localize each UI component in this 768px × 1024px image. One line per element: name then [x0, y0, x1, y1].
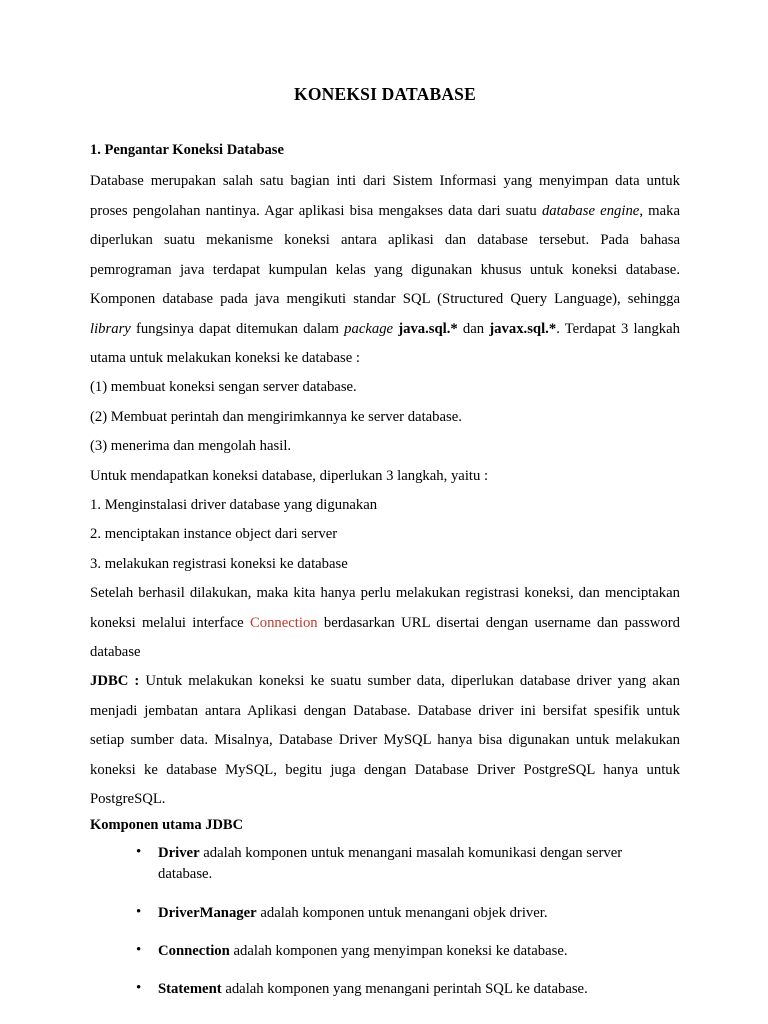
- intro-bold-java-sql: java.sql.*: [398, 320, 458, 337]
- step-numbered-2: 2. menciptakan instance object dari server: [90, 526, 338, 543]
- jdbc-body-text: Untuk melakukan koneksi ke suatu sumber data, diperlukan database driver yang akan menjadi jembatan antara Aplikasi dengan Database. Database driver ini bersifat spesifik untuk setiap sumber data. Misalnya, Database Driver MySQL hanya bisa digunakan untuk melakukan koneksi ke database MySQL, begitu juga dengan Database Driver PostgreSQL hanya untuk PostgreSQL.: [90, 673, 680, 807]
- step-numbered-3: 3. melakukan registrasi koneksi ke database: [90, 555, 348, 572]
- step-paren-1: (1) membuat koneksi sengan server database.: [90, 379, 357, 396]
- step-paren-3: (3) menerima dan mengolah hasil.: [90, 438, 292, 455]
- intro-run-3: fungsinya dapat ditemukan dalam: [130, 320, 345, 337]
- intro-italic-library: library: [90, 320, 131, 337]
- component-term: Statement: [158, 981, 222, 998]
- list-item: [136, 979, 680, 1000]
- bullet-icon: •: [136, 843, 142, 860]
- list-item: [136, 843, 680, 886]
- intro-run-5: dan: [457, 320, 490, 337]
- intro-run-1: Database merupakan salah satu bagian inti dari Sistem Informasi yang menyimpan data untuk proses pengolahan nantinya. Agar aplikasi bisa mengakses data dari suatu: [90, 173, 680, 219]
- section-heading-pengantar: 1. Pengantar Koneksi Database: [90, 142, 284, 158]
- jdbc-paragraph: [90, 667, 680, 814]
- component-term: Driver: [158, 844, 200, 861]
- registration-paragraph: [90, 579, 680, 667]
- intro-italic-package: package: [344, 320, 394, 337]
- intro-italic-database-engine: database engine: [541, 202, 640, 219]
- component-term: DriverManager: [158, 904, 257, 921]
- bullet-icon: •: [136, 980, 142, 997]
- component-description: adalah komponen untuk menangani masalah komunikasi dengan server database.: [158, 844, 623, 883]
- page-title: KONEKSI DATABASE: [294, 84, 476, 104]
- components-heading: Komponen utama JDBC: [90, 817, 244, 834]
- jdbc-bold-label: JDBC :: [90, 673, 140, 690]
- component-description: adalah komponen yang menyimpan koneksi ke database.: [229, 942, 568, 959]
- step-numbered-1: 1. Menginstalasi driver database yang digunakan: [90, 496, 378, 513]
- bullet-icon: •: [136, 903, 142, 920]
- component-description: adalah komponen yang menangani perintah SQL ke database.: [221, 981, 588, 998]
- registration-run-1: Setelah berhasil dilakukan, maka kita hanya perlu melakukan registrasi koneksi, dan menciptakan koneksi melalui interface: [90, 585, 680, 631]
- intro-paragraph: [90, 167, 680, 373]
- list-item: [136, 903, 680, 924]
- step-paren-2: (2) Membuat perintah dan mengirimkannya ke server database.: [90, 408, 462, 425]
- registration-accent-connection: Connection: [249, 614, 318, 631]
- list-item: [136, 941, 680, 962]
- bullet-icon: •: [136, 941, 142, 958]
- component-list: [90, 843, 680, 1001]
- intro-bold-javax-sql: javax.sql.*: [489, 320, 557, 337]
- component-term: Connection: [158, 942, 230, 959]
- registration-run-2: berdasarkan URL disertai dengan username dan password database: [90, 614, 680, 660]
- steps-intro-line: Untuk mendapatkan koneksi database, diperlukan 3 langkah, yaitu :: [90, 467, 489, 484]
- component-description: adalah komponen untuk menangani objek driver.: [256, 904, 548, 921]
- intro-run-2: , maka diperlukan suatu mekanisme koneksi antara aplikasi dan database tersebut. Pada bahasa pemrograman java terdapat kumpulan kelas yang digunakan khusus untuk koneksi database. Komponen database pada java mengikuti standar SQL (Structured Query Language), sehingga: [90, 202, 680, 308]
- intro-run-6: . Terdapat 3 langkah utama untuk melakukan koneksi ke database :: [90, 320, 681, 366]
